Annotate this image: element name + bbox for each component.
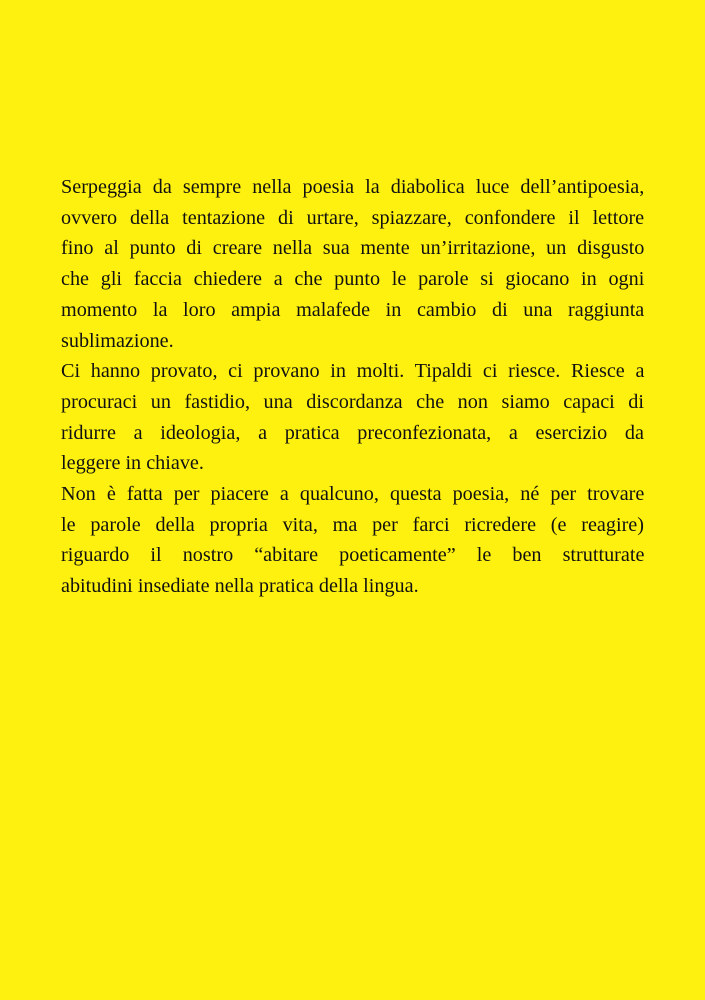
paragraph-line: leggere in chiave. xyxy=(61,452,204,475)
paragraph-line: procuraci un fastidio, una discordanza che non siamo capaci di xyxy=(61,390,644,413)
paragraph-line: momento la loro ampia malafede in cambio di una raggiunta xyxy=(61,298,645,321)
paragraph-line: ridurre a ideologia, a pratica preconfezionata, a esercizio da xyxy=(61,421,644,444)
paragraph-line: che gli faccia chiedere a che punto le parole si giocano in ogni xyxy=(61,268,645,291)
paragraph-1 xyxy=(61,172,644,356)
blurb-text xyxy=(61,172,644,602)
paragraph-line: riguardo il nostro “abitare poeticamente” le ben strutturate xyxy=(61,544,645,567)
paragraph-line: Ci hanno provato, ci provano in molti. Tipaldi ci riesce. Riesce a xyxy=(61,360,645,383)
paragraph-line: fino al punto di creare nella sua mente un’irritazione, un disgusto xyxy=(61,237,645,260)
paragraph-line: abitudini insediate nella pratica della lingua. xyxy=(61,575,419,598)
paragraph-line: Serpeggia da sempre nella poesia la diabolica luce dell’antipoesia, xyxy=(61,176,645,198)
paragraph-2 xyxy=(61,356,644,479)
paragraph-line: ovvero della tentazione di urtare, spiazzare, confondere il lettore xyxy=(61,206,645,229)
paragraph-line: le parole della propria vita, ma per farci ricredere (e reagire) xyxy=(61,513,644,536)
paragraph-3 xyxy=(61,479,644,602)
paragraph-line: sublimazione. xyxy=(61,329,174,352)
paragraph-line: Non è fatta per piacere a qualcuno, questa poesia, né per trovare xyxy=(61,483,645,506)
